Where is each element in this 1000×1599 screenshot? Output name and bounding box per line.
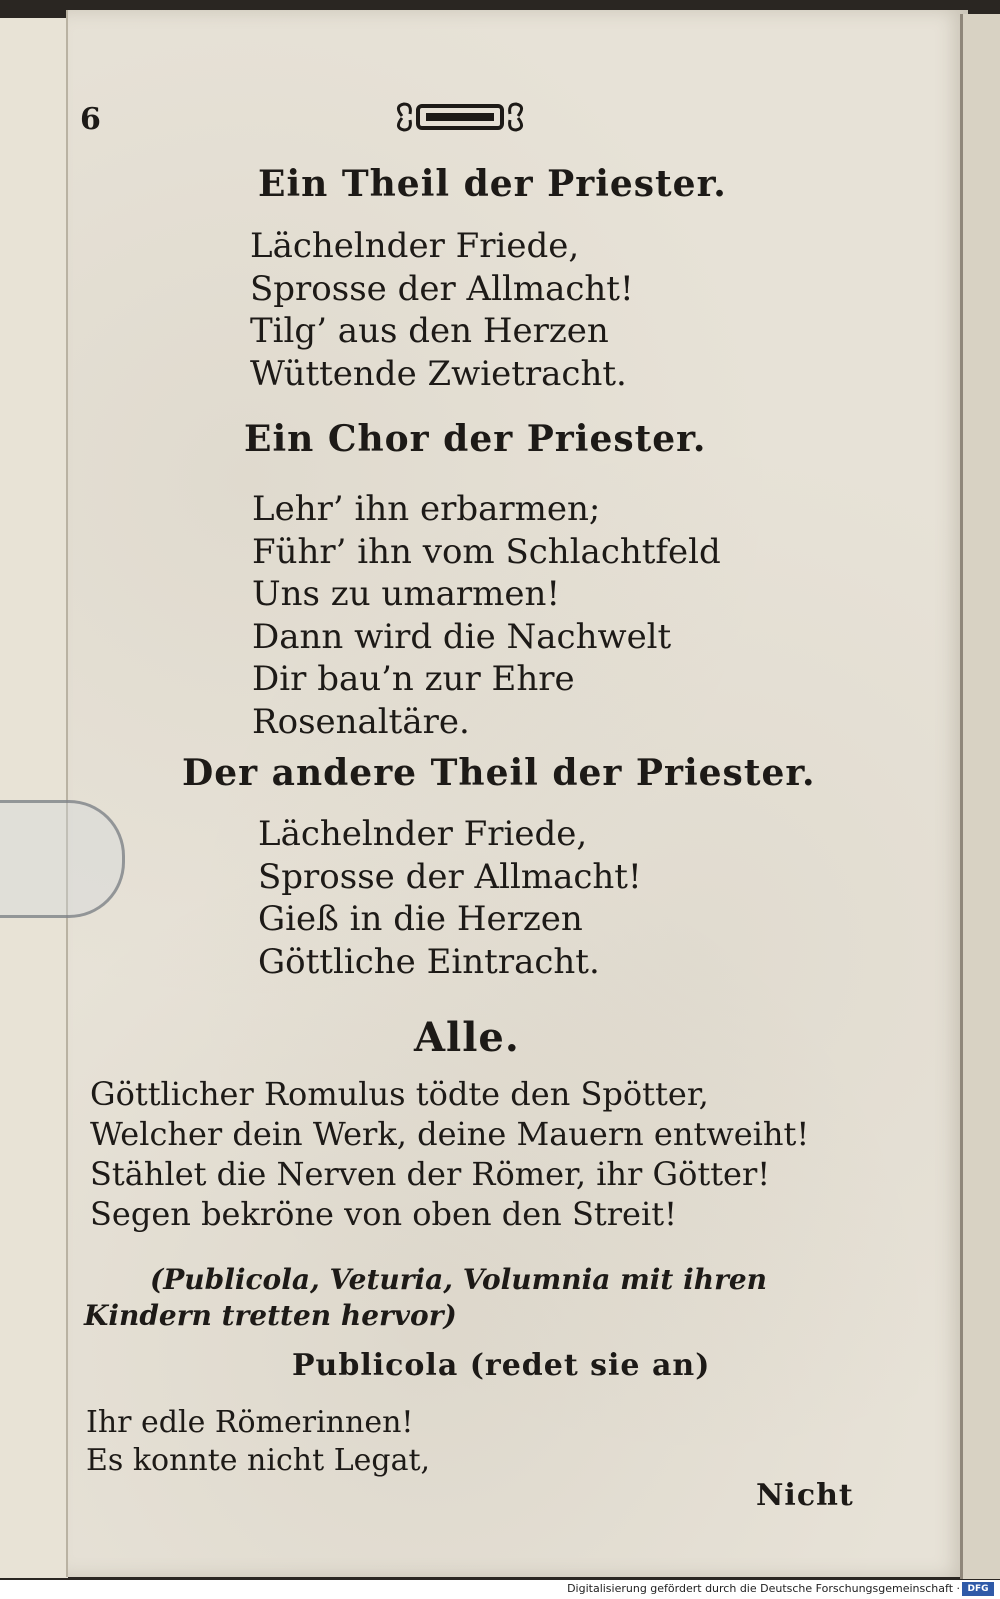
verse-alle <box>90 1074 809 1234</box>
verse-line: Uns zu umarmen! <box>252 574 561 614</box>
verse-line: Göttlicher Romulus tödte den Spötter, <box>90 1075 709 1113</box>
stage-direction-line: (Publicola, Veturia, Volumnia mit ihren <box>150 1263 767 1296</box>
verse-line: Wüttende Zwietracht. <box>250 353 627 394</box>
stage-direction-line: Kindern tretten hervor) <box>84 1299 457 1332</box>
verse-line: Gieß in die Herzen <box>258 899 583 939</box>
page-edge <box>960 14 1000 1579</box>
verse-line: Dann wird die Nachwelt <box>252 616 672 657</box>
verse-line: Segen bekröne von oben den Streit! <box>90 1195 677 1233</box>
verse-andere-theil <box>258 813 642 983</box>
speaker-label: Publicola (redet sie an) <box>292 1348 711 1383</box>
verse-line: Rosenaltäre. <box>252 701 470 742</box>
left-page-margin <box>0 18 68 1578</box>
verse-chor <box>252 488 721 743</box>
dfg-logo: DFG <box>962 1582 994 1596</box>
verse-line: Stählet die Nerven der Römer, ihr Götter! <box>90 1155 771 1193</box>
catchword: Nicht <box>756 1478 854 1513</box>
verse-line: Lächelnder Friede, <box>258 814 588 854</box>
verse-line: Führ’ ihn vom Schlachtfeld <box>252 531 721 572</box>
page-clip <box>0 800 125 918</box>
verse-line: Welcher dein Werk, deine Mauern entweiht! <box>90 1115 810 1153</box>
verse-line: Göttliche Eintracht. <box>258 941 600 982</box>
verse-theil <box>250 225 634 395</box>
header-ornament <box>392 96 528 136</box>
speech-line: Ihr edle Römerinnen! <box>86 1405 414 1440</box>
page-number: 6 <box>80 102 101 137</box>
heading-theil: Ein Theil der Priester. <box>258 163 727 205</box>
heading-alle: Alle. <box>414 1014 520 1061</box>
verse-line: Tilg’ aus den Herzen <box>250 311 609 351</box>
heading-andere-theil: Der andere Theil der Priester. <box>182 752 816 794</box>
verse-line: Dir bau’n zur Ehre <box>252 659 575 699</box>
verse-line: Lächelnder Friede, <box>250 226 580 266</box>
speech-line: Es konnte nicht Legat, <box>86 1443 431 1478</box>
footer-credit: Digitalisierung gefördert durch die Deutsche Forschungsgemeinschaft · <box>567 1582 960 1595</box>
verse-line: Sprosse der Allmacht! <box>250 268 634 309</box>
heading-chor: Ein Chor der Priester. <box>244 418 707 460</box>
verse-line: Lehr’ ihn erbarmen; <box>252 489 601 529</box>
verse-line: Sprosse der Allmacht! <box>258 856 642 897</box>
